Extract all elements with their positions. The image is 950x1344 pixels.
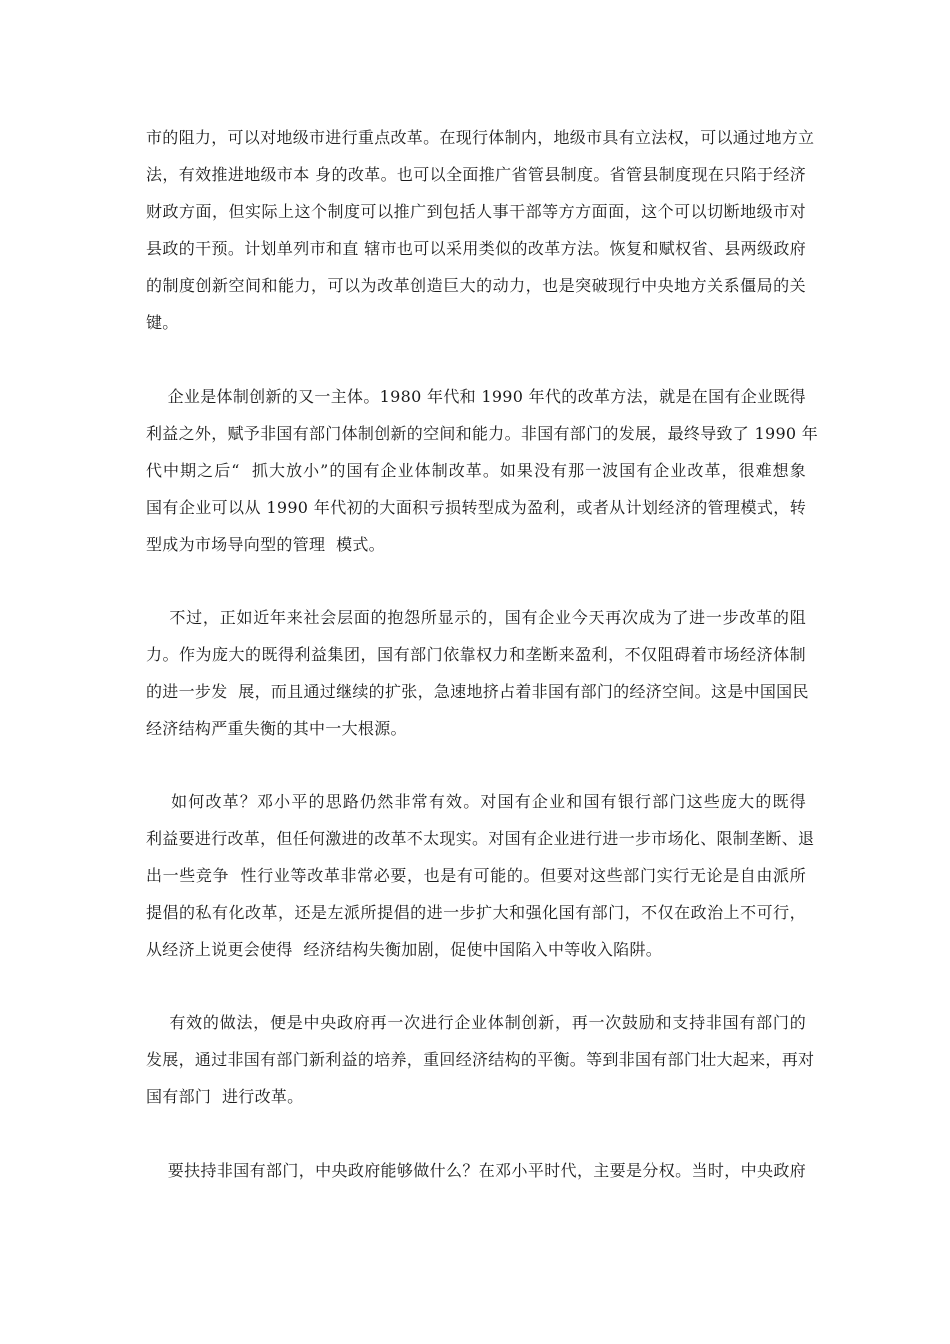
text-line: 出一些竞争 性行业等改革非常必要，也是有可能的。但要对这些部门实行无论是自由派所 bbox=[146, 866, 806, 885]
text-line: 法，有效推进地级市本 身的改革。也可以全面推广省管县制度。省管县制度现在只陷于经济 bbox=[146, 165, 806, 184]
text-line: 企业是体制创新的又一主体。1980 年代和 1990 年代的改革方法，就是在国有企业既得 bbox=[146, 387, 806, 406]
text-line: 的制度创新空间和能力，可以为改革创造巨大的动力，也是突破现行中央地方关系僵局的关 bbox=[146, 276, 806, 295]
paragraph-1 bbox=[146, 119, 815, 341]
text-line: 经济结构严重失衡的其中一大根源。 bbox=[146, 719, 407, 738]
text-line: 利益要进行改革，但任何激进的改革不太现实。对国有企业进行进一步市场化、限制垄断、退 bbox=[146, 829, 815, 848]
text-line: 的进一步发 展，而且通过继续的扩张，急速地挤占着非国有部门的经济空间。这是中国国民 bbox=[146, 682, 809, 701]
text-line: 不过，正如近年来社会层面的抱怨所显示的，国有企业今天再次成为了进一步改革的阻 bbox=[146, 608, 806, 627]
text-line: 国有企业可以从 1990 年代初的大面积亏损转型成为盈利，或者从计划经济的管理模式，转 bbox=[146, 498, 806, 517]
paragraph-3 bbox=[146, 599, 809, 747]
paragraph-4 bbox=[146, 783, 815, 968]
text-line: 利益之外，赋予非国有部门体制创新的空间和能力。非国有部门的发展，最终导致了 1990 年 bbox=[146, 424, 819, 443]
text-line: 县政的干预。计划单列市和直 辖市也可以采用类似的改革方法。恢复和赋权省、县两级政府 bbox=[146, 239, 806, 258]
text-line: 财政方面，但实际上这个制度可以推广到包括人事干部等方方面面，这个可以切断地级市对 bbox=[146, 202, 806, 221]
text-line: 从经济上说更会使得 经济结构失衡加剧，促使中国陷入中等收入陷阱。 bbox=[146, 940, 663, 959]
text-line: 型成为市场导向型的管理 模式。 bbox=[146, 535, 385, 554]
paragraph-2 bbox=[146, 378, 819, 563]
paragraph-5 bbox=[146, 1004, 815, 1115]
paragraph-6 bbox=[146, 1152, 806, 1189]
text-line: 提倡的私有化改革，还是左派所提倡的进一步扩大和强化国有部门，不仅在政治上不可行， bbox=[146, 903, 806, 922]
text-line: 要扶持非国有部门，中央政府能够做什么？在邓小平时代，主要是分权。当时，中央政府 bbox=[146, 1161, 806, 1180]
text-line: 如何改革？邓小平的思路仍然非常有效。对国有企业和国有银行部门这些庞大的既得 bbox=[146, 792, 806, 811]
text-line: 国有部门 进行改革。 bbox=[146, 1087, 304, 1106]
text-line: 市的阻力，可以对地级市进行重点改革。在现行体制内，地级市具有立法权，可以通过地方立 bbox=[146, 128, 815, 147]
text-line: 发展，通过非国有部门新利益的培养，重回经济结构的平衡。等到非国有部门壮大起来，再对 bbox=[146, 1050, 815, 1069]
text-line: 键。 bbox=[146, 313, 179, 332]
text-line: 有效的做法，便是中央政府再一次进行企业体制创新，再一次鼓励和支持非国有部门的 bbox=[146, 1013, 806, 1032]
text-line: 代中期之后“ 抓大放小”的国有企业体制改革。如果没有那一波国有企业改革，很难想象 bbox=[146, 461, 806, 480]
text-line: 力。作为庞大的既得利益集团，国有部门依靠权力和垄断来盈利，不仅阻碍着市场经济体制 bbox=[146, 645, 806, 664]
